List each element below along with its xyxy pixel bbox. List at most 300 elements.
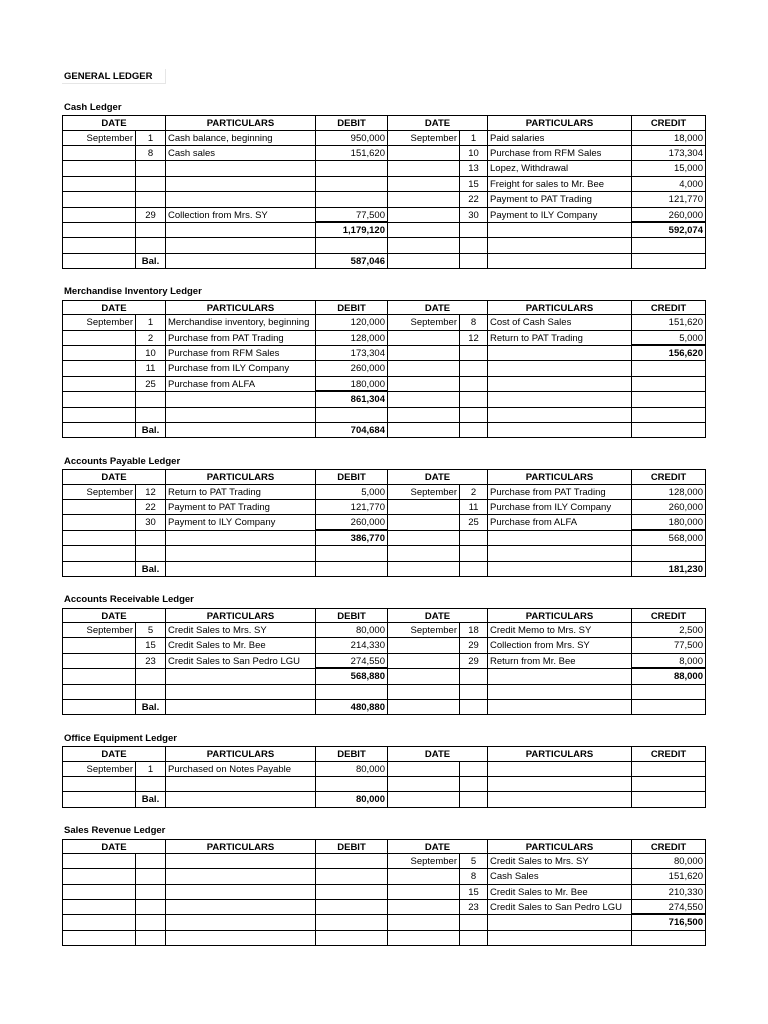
- debit-amount: 587,046: [316, 254, 388, 269]
- debit-particulars: [166, 546, 316, 561]
- credit-particulars: Credit Sales to Mrs. SY: [488, 854, 632, 869]
- debit-date: [62, 500, 136, 515]
- ledger-row: [62, 915, 706, 930]
- credit-date: [388, 223, 460, 238]
- credit-particulars: [488, 346, 632, 361]
- debit-date: [62, 515, 136, 530]
- debit-date: [62, 869, 136, 884]
- debit-particulars: [166, 408, 316, 423]
- ledger-table: [62, 469, 706, 577]
- debit-date: [62, 192, 136, 207]
- credit-date: [388, 638, 460, 653]
- debit-date: [62, 208, 136, 223]
- ledger: [62, 454, 706, 593]
- credit-amount: 15,000: [632, 161, 706, 176]
- debit-day: 2: [136, 331, 166, 346]
- page-title: GENERAL LEDGER: [62, 69, 166, 84]
- ledger-row: [62, 546, 706, 561]
- ledger-row: [62, 177, 706, 192]
- credit-date: [388, 885, 460, 900]
- credit-date: [388, 346, 460, 361]
- credit-date: [388, 254, 460, 269]
- credit-amount: [632, 361, 706, 376]
- credit-amount: [632, 392, 706, 407]
- debit-amount: 173,304: [316, 346, 388, 361]
- credit-particulars: [488, 531, 632, 546]
- credit-date: [388, 762, 460, 777]
- column-header-particulars: PARTICULARS: [488, 300, 632, 315]
- credit-day: [460, 408, 488, 423]
- debit-amount: [316, 915, 388, 930]
- debit-amount: [316, 546, 388, 561]
- credit-amount: 121,770: [632, 192, 706, 207]
- ledger-table: [62, 839, 706, 947]
- credit-amount: 592,074: [632, 223, 706, 238]
- ledger-row: [62, 485, 706, 500]
- credit-amount: [632, 238, 706, 253]
- debit-day: [136, 685, 166, 700]
- debit-particulars: [166, 854, 316, 869]
- debit-day: [136, 854, 166, 869]
- debit-particulars: [166, 392, 316, 407]
- debit-date: [62, 177, 136, 192]
- credit-amount: 260,000: [632, 208, 706, 223]
- ledger-row: [62, 562, 706, 577]
- credit-day: [460, 777, 488, 792]
- ledger-row: [62, 238, 706, 253]
- debit-date: [62, 900, 136, 915]
- debit-amount: 77,500: [316, 208, 388, 223]
- credit-day: 15: [460, 885, 488, 900]
- credit-particulars: [488, 392, 632, 407]
- credit-particulars: [488, 792, 632, 807]
- ledger-row: [62, 131, 706, 146]
- ledger: [62, 284, 706, 453]
- credit-day: [460, 377, 488, 392]
- credit-amount: 18,000: [632, 131, 706, 146]
- ledger-row: [62, 669, 706, 684]
- credit-day: [460, 254, 488, 269]
- debit-date: September: [62, 315, 136, 330]
- debit-day: [136, 531, 166, 546]
- debit-day: [136, 408, 166, 423]
- debit-day: 1: [136, 762, 166, 777]
- ledger-row: [62, 254, 706, 269]
- column-header-debit: DEBIT: [316, 300, 388, 315]
- debit-day: Bal.: [136, 700, 166, 715]
- debit-amount: 480,880: [316, 700, 388, 715]
- ledger-table: [62, 115, 706, 269]
- ledger: [62, 823, 706, 962]
- column-header-date: DATE: [388, 300, 488, 315]
- credit-particulars: [488, 762, 632, 777]
- ledger-row: [62, 361, 706, 376]
- debit-day: Bal.: [136, 254, 166, 269]
- debit-amount: 704,684: [316, 423, 388, 438]
- credit-particulars: Freight for sales to Mr. Bee: [488, 177, 632, 192]
- debit-particulars: [166, 669, 316, 684]
- debit-particulars: Credit Sales to San Pedro LGU: [166, 654, 316, 669]
- debit-day: Bal.: [136, 423, 166, 438]
- debit-amount: 121,770: [316, 500, 388, 515]
- credit-date: September: [388, 131, 460, 146]
- debit-day: 10: [136, 346, 166, 361]
- debit-amount: 861,304: [316, 392, 388, 407]
- ledger-row: [62, 408, 706, 423]
- credit-date: September: [388, 623, 460, 638]
- debit-amount: 274,550: [316, 654, 388, 669]
- debit-amount: [316, 238, 388, 253]
- column-header-date: DATE: [388, 608, 488, 623]
- ledger-header-row: [62, 608, 706, 623]
- debit-particulars: [166, 161, 316, 176]
- column-header-particulars: PARTICULARS: [166, 746, 316, 761]
- debit-particulars: Merchandise inventory, beginning: [166, 315, 316, 330]
- credit-date: [388, 238, 460, 253]
- debit-amount: 80,000: [316, 792, 388, 807]
- credit-amount: [632, 423, 706, 438]
- credit-amount: 88,000: [632, 669, 706, 684]
- debit-date: [62, 377, 136, 392]
- debit-amount: 120,000: [316, 315, 388, 330]
- credit-amount: [632, 777, 706, 792]
- column-header-date: DATE: [62, 608, 166, 623]
- column-header-date: DATE: [388, 115, 488, 130]
- column-header-credit: CREDIT: [632, 115, 706, 130]
- credit-day: 1: [460, 131, 488, 146]
- credit-particulars: Purchase from RFM Sales: [488, 146, 632, 161]
- credit-particulars: Return from Mr. Bee: [488, 654, 632, 669]
- credit-day: [460, 685, 488, 700]
- credit-particulars: Purchase from ILY Company: [488, 500, 632, 515]
- credit-day: 23: [460, 900, 488, 915]
- credit-particulars: Collection from Mrs. SY: [488, 638, 632, 653]
- ledger-row: [62, 223, 706, 238]
- debit-amount: 260,000: [316, 515, 388, 530]
- credit-date: [388, 685, 460, 700]
- debit-particulars: [166, 777, 316, 792]
- credit-day: 15: [460, 177, 488, 192]
- column-header-date: DATE: [62, 300, 166, 315]
- credit-day: 30: [460, 208, 488, 223]
- debit-particulars: Purchase from ALFA: [166, 377, 316, 392]
- column-header-credit: CREDIT: [632, 608, 706, 623]
- ledger-row: [62, 792, 706, 807]
- credit-date: [388, 562, 460, 577]
- credit-date: [388, 515, 460, 530]
- credit-day: [460, 562, 488, 577]
- debit-particulars: [166, 423, 316, 438]
- debit-day: 30: [136, 515, 166, 530]
- credit-date: [388, 546, 460, 561]
- ledger-row: [62, 777, 706, 792]
- ledger-row: [62, 423, 706, 438]
- credit-day: [460, 931, 488, 946]
- credit-particulars: Return to PAT Trading: [488, 331, 632, 346]
- column-header-debit: DEBIT: [316, 115, 388, 130]
- credit-date: [388, 700, 460, 715]
- credit-day: [460, 700, 488, 715]
- debit-amount: 386,770: [316, 531, 388, 546]
- debit-amount: [316, 869, 388, 884]
- debit-day: 1: [136, 131, 166, 146]
- debit-particulars: [166, 869, 316, 884]
- credit-particulars: Payment to ILY Company: [488, 208, 632, 223]
- debit-day: 22: [136, 500, 166, 515]
- credit-day: 18: [460, 623, 488, 638]
- debit-particulars: Credit Sales to Mrs. SY: [166, 623, 316, 638]
- column-header-credit: CREDIT: [632, 746, 706, 761]
- credit-amount: [632, 762, 706, 777]
- credit-amount: 2,500: [632, 623, 706, 638]
- sheet-header: [62, 69, 706, 100]
- credit-particulars: Paid salaries: [488, 131, 632, 146]
- credit-date: September: [388, 485, 460, 500]
- column-header-particulars: PARTICULARS: [488, 469, 632, 484]
- ledger-title: Office Equipment Ledger: [64, 732, 177, 744]
- credit-particulars: Lopez, Withdrawal: [488, 161, 632, 176]
- ledger: [62, 100, 706, 285]
- column-header-particulars: PARTICULARS: [166, 115, 316, 130]
- ledger-row: [62, 500, 706, 515]
- credit-date: [388, 900, 460, 915]
- credit-date: [388, 331, 460, 346]
- column-header-date: DATE: [388, 839, 488, 854]
- debit-particulars: Purchased on Notes Payable: [166, 762, 316, 777]
- debit-date: September: [62, 131, 136, 146]
- credit-date: [388, 500, 460, 515]
- debit-date: [62, 161, 136, 176]
- credit-amount: [632, 792, 706, 807]
- debit-date: [62, 423, 136, 438]
- debit-amount: [316, 161, 388, 176]
- column-header-credit: CREDIT: [632, 839, 706, 854]
- credit-particulars: Cost of Cash Sales: [488, 315, 632, 330]
- credit-date: [388, 377, 460, 392]
- credit-day: [460, 762, 488, 777]
- debit-date: [62, 331, 136, 346]
- debit-particulars: Return to PAT Trading: [166, 485, 316, 500]
- credit-amount: 156,620: [632, 346, 706, 361]
- credit-amount: [632, 254, 706, 269]
- ledger: [62, 592, 706, 731]
- credit-day: 29: [460, 654, 488, 669]
- debit-day: 1: [136, 315, 166, 330]
- ledger-title: Accounts Payable Ledger: [64, 455, 181, 467]
- ledger-row: [62, 208, 706, 223]
- credit-day: [460, 238, 488, 253]
- ledger-table: [62, 746, 706, 808]
- credit-particulars: Cash Sales: [488, 869, 632, 884]
- debit-amount: 151,620: [316, 146, 388, 161]
- debit-particulars: [166, 238, 316, 253]
- column-header-credit: CREDIT: [632, 469, 706, 484]
- credit-date: September: [388, 315, 460, 330]
- debit-particulars: Cash balance, beginning: [166, 131, 316, 146]
- credit-amount: [632, 685, 706, 700]
- debit-amount: [316, 777, 388, 792]
- ledger-row: [62, 869, 706, 884]
- credit-day: [460, 423, 488, 438]
- credit-amount: 77,500: [632, 638, 706, 653]
- debit-day: [136, 177, 166, 192]
- debit-particulars: [166, 885, 316, 900]
- credit-particulars: [488, 777, 632, 792]
- debit-day: 8: [136, 146, 166, 161]
- debit-particulars: [166, 685, 316, 700]
- credit-day: [460, 669, 488, 684]
- debit-date: September: [62, 485, 136, 500]
- ledger-row: [62, 315, 706, 330]
- debit-particulars: [166, 223, 316, 238]
- credit-date: [388, 208, 460, 223]
- debit-date: [62, 638, 136, 653]
- ledger-row: [62, 531, 706, 546]
- column-header-debit: DEBIT: [316, 469, 388, 484]
- debit-day: 23: [136, 654, 166, 669]
- ledgers: [62, 100, 706, 962]
- credit-amount: [632, 546, 706, 561]
- ledger-title: Sales Revenue Ledger: [64, 825, 166, 837]
- ledger-title: Merchandise Inventory Ledger: [64, 286, 202, 298]
- debit-amount: 128,000: [316, 331, 388, 346]
- debit-day: Bal.: [136, 562, 166, 577]
- credit-particulars: Purchase from PAT Trading: [488, 485, 632, 500]
- credit-date: [388, 915, 460, 930]
- debit-date: [62, 408, 136, 423]
- debit-date: [62, 254, 136, 269]
- debit-date: [62, 654, 136, 669]
- column-header-particulars: PARTICULARS: [166, 469, 316, 484]
- debit-particulars: Purchase from ILY Company: [166, 361, 316, 376]
- debit-particulars: Payment to PAT Trading: [166, 500, 316, 515]
- ledger-row: [62, 192, 706, 207]
- column-header-particulars: PARTICULARS: [488, 839, 632, 854]
- credit-day: [460, 531, 488, 546]
- ledger-title: Accounts Receivable Ledger: [64, 594, 194, 606]
- debit-particulars: [166, 900, 316, 915]
- debit-day: 29: [136, 208, 166, 223]
- credit-date: September: [388, 854, 460, 869]
- column-header-date: DATE: [388, 469, 488, 484]
- credit-amount: [632, 377, 706, 392]
- debit-day: 5: [136, 623, 166, 638]
- credit-amount: [632, 931, 706, 946]
- column-header-date: DATE: [62, 115, 166, 130]
- debit-day: [136, 869, 166, 884]
- debit-amount: 5,000: [316, 485, 388, 500]
- debit-date: [62, 223, 136, 238]
- credit-date: [388, 531, 460, 546]
- debit-amount: 80,000: [316, 623, 388, 638]
- debit-date: [62, 700, 136, 715]
- debit-date: [62, 669, 136, 684]
- debit-particulars: Payment to ILY Company: [166, 515, 316, 530]
- debit-day: [136, 931, 166, 946]
- credit-date: [388, 177, 460, 192]
- column-header-particulars: PARTICULARS: [488, 746, 632, 761]
- credit-day: [460, 392, 488, 407]
- ledger-header-row: [62, 469, 706, 484]
- debit-amount: [316, 885, 388, 900]
- debit-day: [136, 223, 166, 238]
- ledger-sheet: [62, 69, 706, 962]
- debit-day: [136, 161, 166, 176]
- debit-particulars: [166, 792, 316, 807]
- debit-date: [62, 792, 136, 807]
- credit-particulars: Credit Sales to San Pedro LGU: [488, 900, 632, 915]
- credit-particulars: [488, 361, 632, 376]
- debit-particulars: [166, 254, 316, 269]
- debit-amount: 260,000: [316, 361, 388, 376]
- ledger-row: [62, 885, 706, 900]
- credit-amount: 173,304: [632, 146, 706, 161]
- credit-date: [388, 931, 460, 946]
- credit-day: [460, 792, 488, 807]
- credit-amount: 210,330: [632, 885, 706, 900]
- credit-particulars: [488, 669, 632, 684]
- column-header-particulars: PARTICULARS: [166, 300, 316, 315]
- credit-amount: [632, 700, 706, 715]
- credit-date: [388, 669, 460, 684]
- credit-day: 22: [460, 192, 488, 207]
- debit-date: [62, 238, 136, 253]
- debit-amount: [316, 685, 388, 700]
- debit-amount: [316, 854, 388, 869]
- debit-day: [136, 915, 166, 930]
- debit-date: [62, 931, 136, 946]
- ledger-row: [62, 854, 706, 869]
- debit-date: [62, 392, 136, 407]
- debit-amount: [316, 562, 388, 577]
- credit-day: [460, 346, 488, 361]
- debit-particulars: [166, 177, 316, 192]
- credit-date: [388, 869, 460, 884]
- credit-particulars: [488, 915, 632, 930]
- credit-day: 13: [460, 161, 488, 176]
- debit-amount: 568,880: [316, 669, 388, 684]
- credit-date: [388, 423, 460, 438]
- ledger-row: [62, 377, 706, 392]
- ledger-row: [62, 331, 706, 346]
- debit-date: [62, 546, 136, 561]
- credit-date: [388, 792, 460, 807]
- credit-day: [460, 546, 488, 561]
- debit-day: [136, 885, 166, 900]
- credit-particulars: Credit Sales to Mr. Bee: [488, 885, 632, 900]
- debit-amount: [316, 408, 388, 423]
- ledger-row: [62, 700, 706, 715]
- debit-amount: [316, 931, 388, 946]
- debit-particulars: [166, 531, 316, 546]
- debit-amount: 950,000: [316, 131, 388, 146]
- credit-particulars: Payment to PAT Trading: [488, 192, 632, 207]
- ledger-row: [62, 161, 706, 176]
- credit-amount: 274,550: [632, 900, 706, 915]
- credit-day: 8: [460, 315, 488, 330]
- credit-amount: [632, 408, 706, 423]
- column-header-debit: DEBIT: [316, 746, 388, 761]
- column-header-particulars: PARTICULARS: [488, 115, 632, 130]
- debit-day: Bal.: [136, 792, 166, 807]
- ledger-row: [62, 392, 706, 407]
- credit-amount: 151,620: [632, 315, 706, 330]
- debit-particulars: [166, 562, 316, 577]
- ledger-row: [62, 931, 706, 946]
- debit-amount: [316, 192, 388, 207]
- credit-date: [388, 146, 460, 161]
- credit-particulars: [488, 408, 632, 423]
